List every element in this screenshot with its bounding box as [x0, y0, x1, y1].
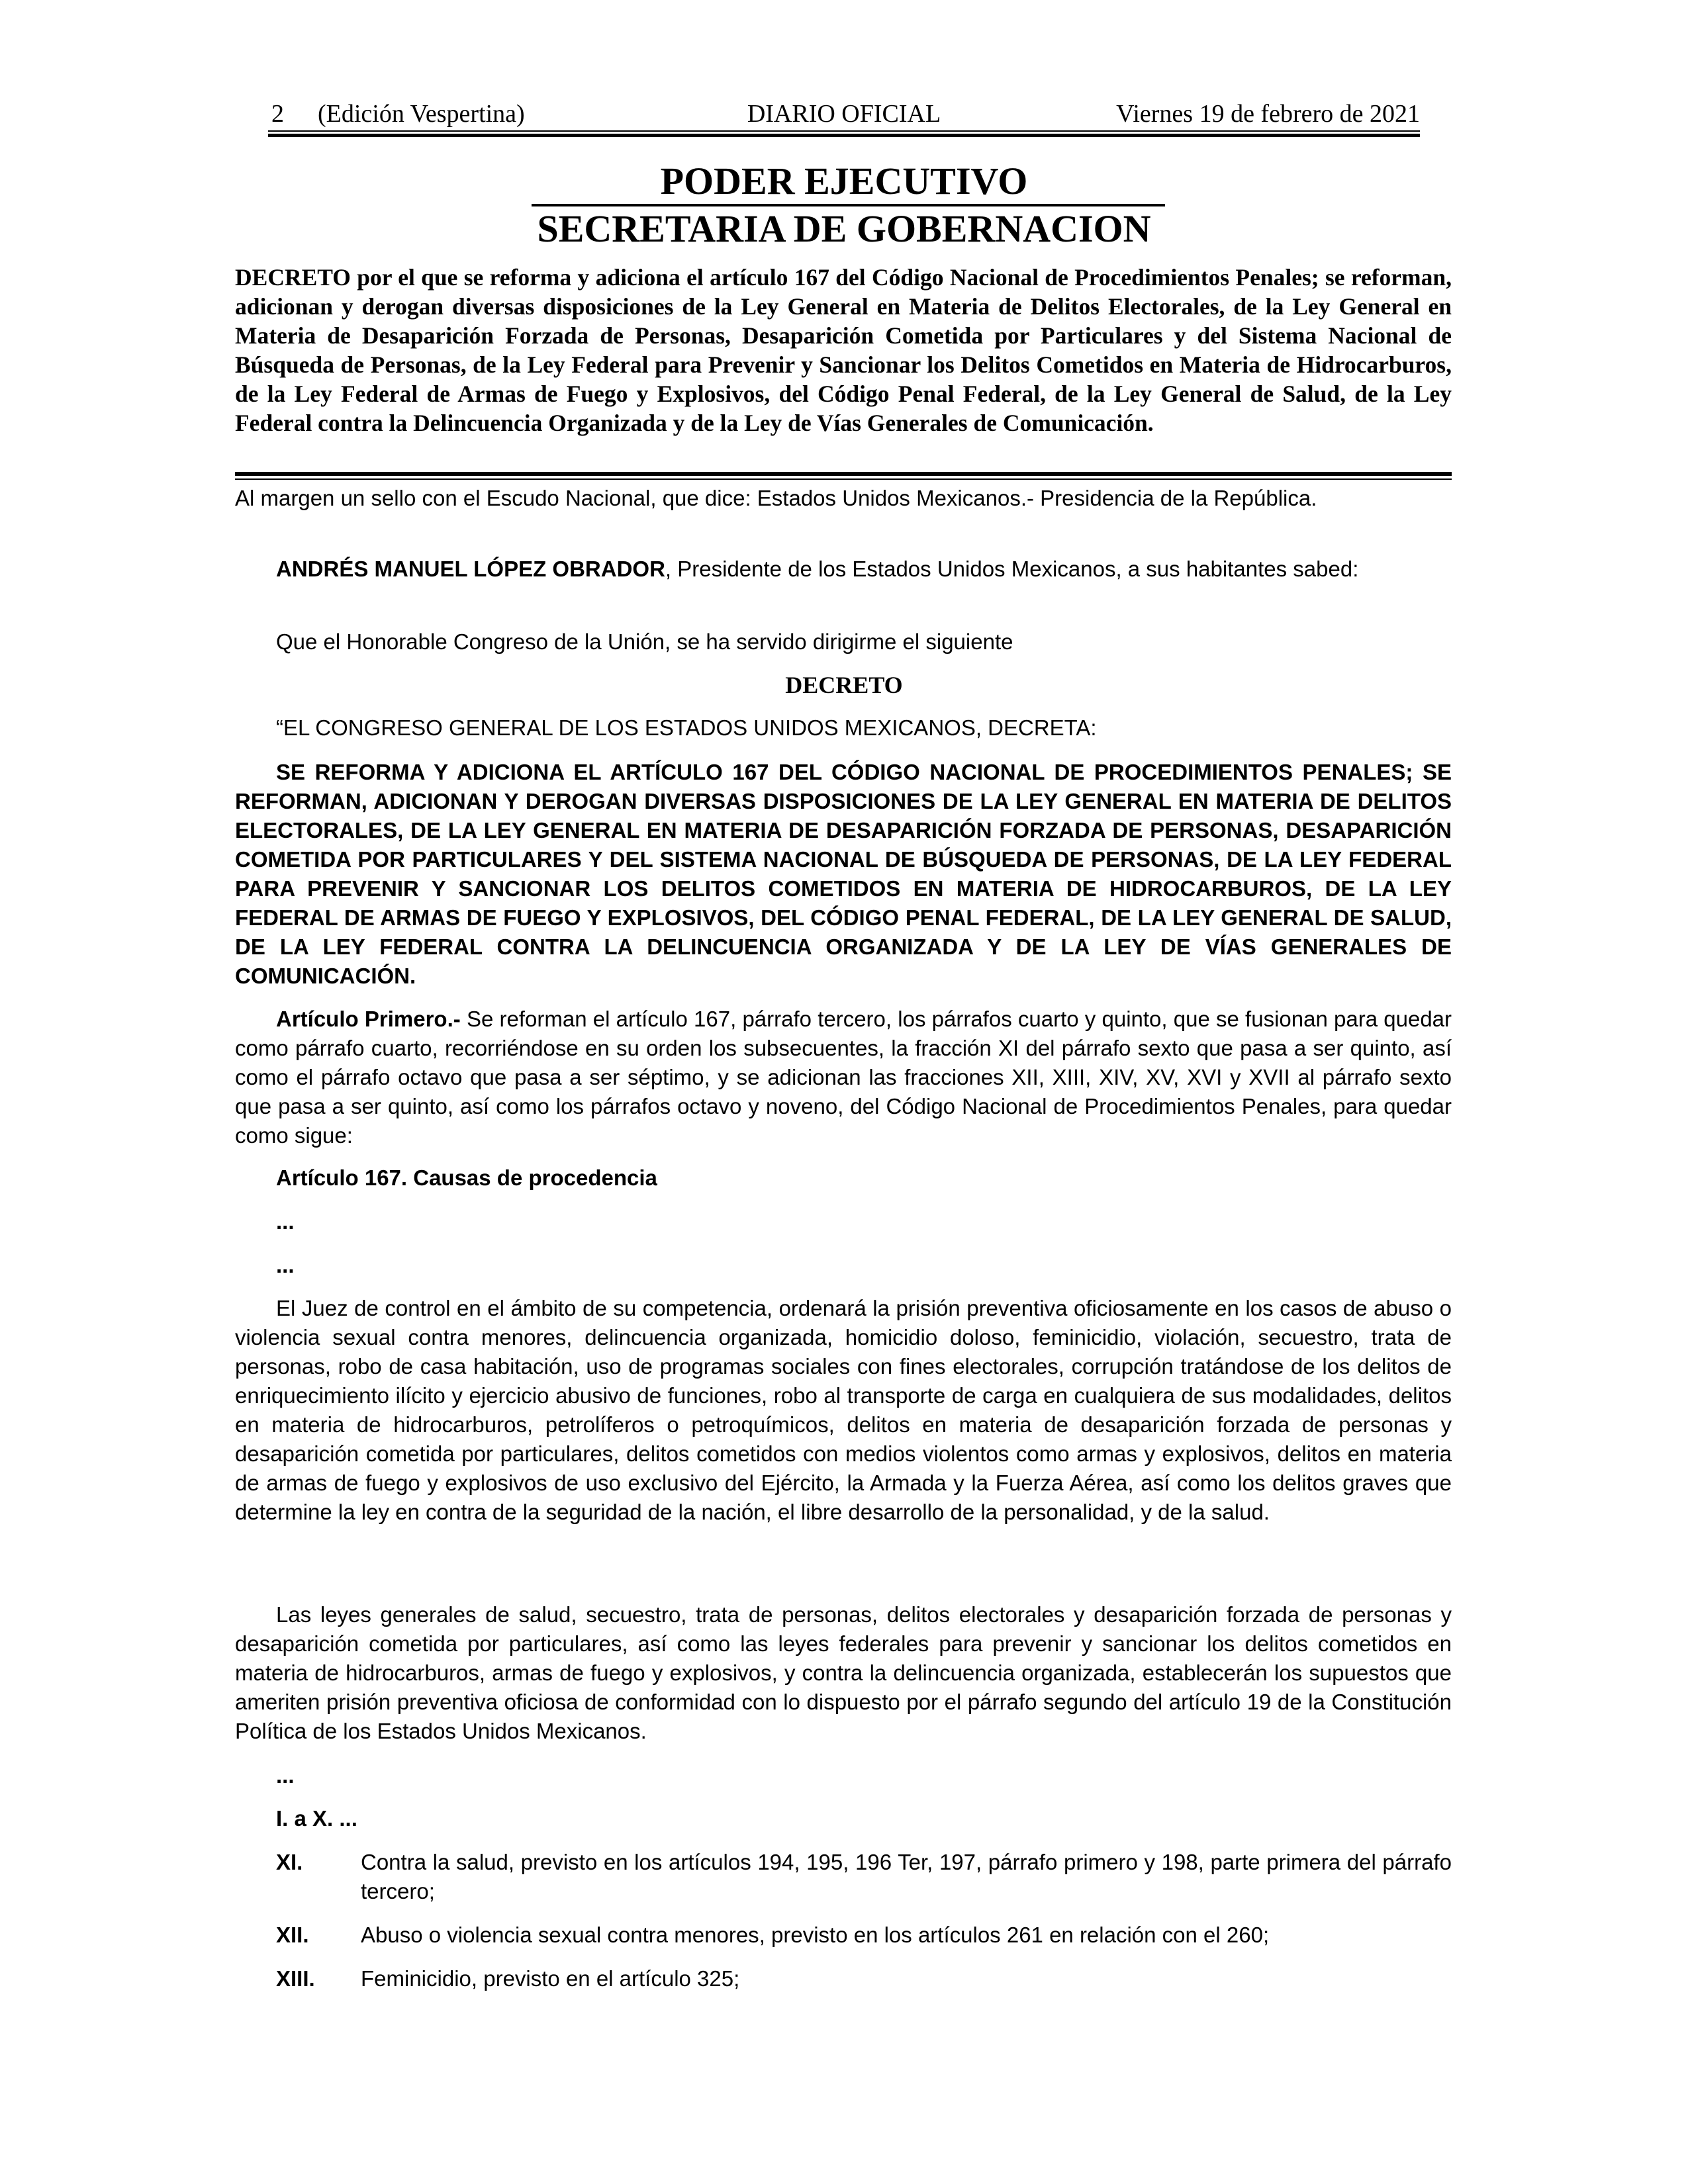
- laws-paragraph: Las leyes generales de salud, secuestro, trata de personas, delitos electorales y desaparición forzada de personas y desaparición cometida por particulares, así como las leyes federales para prevenir y sancionar los delitos cometidos en materia de hidrocarburos, armas de fuego y explosivos, y contra la delincuencia organizada, establecerán los supuestos que ameriten prisión preventiva oficiosa de conformidad con lo dispuesto por el párrafo segundo del artículo 19 de la Constitución Política de los Estados Unidos Mexicanos.: [235, 1602, 1452, 1743]
- section-title-ministry: SECRETARIA DE GOBERNACION: [537, 207, 1151, 250]
- decree-intro-text: EL CONGRESO GENERAL DE LOS ESTADOS UNIDOS MEXICANOS, DECRETA:: [283, 715, 1097, 740]
- fraction-number: XII.: [276, 1923, 309, 1947]
- section-title-executive: PODER EJECUTIVO: [660, 159, 1028, 203]
- publication-name: DIARIO OFICIAL: [747, 100, 941, 128]
- summary-rule-thick: [235, 472, 1452, 476]
- summary-rule-thin: [235, 478, 1452, 480]
- fraction-text: Abuso o violencia sexual contra menores, previsto en los artículos 261 en relación con el 260;: [361, 1923, 1270, 1947]
- ellipsis-2: ...: [276, 1253, 295, 1277]
- judge-paragraph: El Juez de control en el ámbito de su competencia, ordenará la prisión preventiva oficiosamente en los casos de abuso o violencia sexual contra menores, delincuencia organizada, homicidio doloso, feminicidio, violación, secuestro, trata de personas, robo de casa habitación, uso de programas sociales con fines electorales, corrupción tratándose de los delitos de enriquecimiento ilícito y ejercicio abusivo de funciones, robo al transporte de carga en cualquiera de sus modalidades, delitos en materia de hidrocarburos, petrolíferos o petroquímicos, delitos en materia de desaparición forzada de personas y desaparición cometida por particulares, delitos cometidos con medios violentos como armas y explosivos, delitos en materia de armas de fuego y explosivos de uso exclusivo del Ejército, la Armada y la Fuerza Aérea, así como los delitos graves que determine la ley en contra de la seguridad de la nación, el libre desarrollo de la personalidad, y de la salud.: [235, 1296, 1452, 1524]
- publication-date: Viernes 19 de febrero de 2021: [1116, 100, 1420, 128]
- fraction-text: Contra la salud, previsto en los artículos 194, 195, 196 Ter, 197, párrafo primero y 198, parte primera del párrafo tercero;: [361, 1850, 1452, 1903]
- article-primero-text: Se reforman el artículo 167, párrafo tercero, los párrafos cuarto y quinto, que se fusionan para quedar como párrafo cuarto, recorriéndose en su orden los subsecuentes, la fracción XI del párrafo sexto que pasa a ser quinto, así como el párrafo octavo que pasa a ser séptimo, y se adicionan las fracciones XII, XIII, XIV, XV, XVI y XVII al párrafo sexto que pasa a ser quinto, así como los párrafos octavo y noveno, del Código Nacional de Procedimientos Penales, para quedar como sigue:: [235, 1007, 1452, 1148]
- summary-lead: DECRETO: [235, 264, 351, 291]
- decree-heading: DECRETO: [785, 672, 903, 698]
- header-rule-thick: [268, 134, 1420, 137]
- decree-intro: [235, 713, 1452, 743]
- fraction-text: Feminicidio, previsto en el artículo 325;: [361, 1966, 740, 1991]
- decree-summary: [235, 263, 1452, 437]
- decree-quote-mark: “: [276, 715, 283, 740]
- president-name: ANDRÉS MANUEL LÓPEZ OBRADOR: [276, 557, 665, 581]
- president-text: , Presidente de los Estados Unidos Mexicanos, a sus habitantes sabed:: [665, 557, 1359, 581]
- fraction-number: XIII.: [276, 1966, 315, 1991]
- article-primero-label: Artículo Primero.-: [276, 1007, 461, 1031]
- page-header: [268, 98, 1420, 130]
- fraction-number: XI.: [276, 1850, 303, 1874]
- fraction-item: [235, 1921, 1452, 1950]
- seal-note: Al margen un sello con el Escudo Nacional, que dice: Estados Unidos Mexicanos.- Presidencia de la República.: [235, 486, 1317, 510]
- fractions-range: I. a X. ...: [276, 1806, 357, 1831]
- congress-paragraph: Que el Honorable Congreso de la Unión, se ha servido dirigirme el siguiente: [276, 629, 1013, 654]
- article-primero: [235, 1005, 1452, 1150]
- fraction-item: [235, 1964, 1452, 1993]
- summary-text: por el que se reforma y adiciona el artículo 167 del Código Nacional de Procedimientos Penales; se reforman, adicionan y derogan diversas disposiciones de la Ley General en Materia de Delitos Electorales, de la Ley General en Materia de Desaparición Forzada de Personas, Desaparición Cometida por Particulares y del Sistema Nacional de Búsqueda de Personas, de la Ley Federal para Prevenir y Sancionar los Delitos Cometidos en Materia de Hidrocarburos, de la Ley Federal de Armas de Fuego y Explosivos, del Código Penal Federal, de la Ley General de Salud, de la Ley Federal contra la Delincuencia Organizada y de la Ley de Vías Generales de Comunicación.: [235, 264, 1452, 436]
- ellipsis-3: ...: [276, 1763, 295, 1788]
- president-paragraph: [235, 555, 1452, 584]
- header-rule-thin: [268, 130, 1420, 132]
- decree-title: SE REFORMA Y ADICIONA EL ARTÍCULO 167 DEL CÓDIGO NACIONAL DE PROCEDIMIENTOS PENALES; SE REFORMAN, ADICIONAN Y DEROGAN DIVERSAS DISPOSICIONES DE LA LEY GENERAL EN MATERIA DE DELITOS ELECTORALES, DE LA LEY GENERAL EN MATERIA DE DESAPARICIÓN FORZADA DE PERSONAS, DESAPARICIÓN COMETIDA POR PARTICULARES Y DEL SISTEMA NACIONAL DE BÚSQUEDA DE PERSONAS, DE LA LEY FEDERAL PARA PREVENIR Y SANCIONAR LOS DELITOS COMETIDOS EN MATERIA DE HIDROCARBUROS, DE LA LEY FEDERAL DE ARMAS DE FUEGO Y EXPLOSIVOS, DEL CÓDIGO PENAL FEDERAL, DE LA LEY GENERAL DE SALUD, DE LA LEY FEDERAL CONTRA LA DELINCUENCIA ORGANIZADA Y DE LA LEY DE VÍAS GENERALES DE COMUNICACIÓN.: [235, 760, 1452, 988]
- fraction-item: [235, 1848, 1452, 1906]
- edition-label: (Edición Vespertina): [318, 100, 525, 128]
- page-number: 2: [271, 100, 284, 128]
- article-167-heading: Artículo 167. Causas de procedencia: [276, 1165, 657, 1190]
- ellipsis-1: ...: [276, 1209, 295, 1234]
